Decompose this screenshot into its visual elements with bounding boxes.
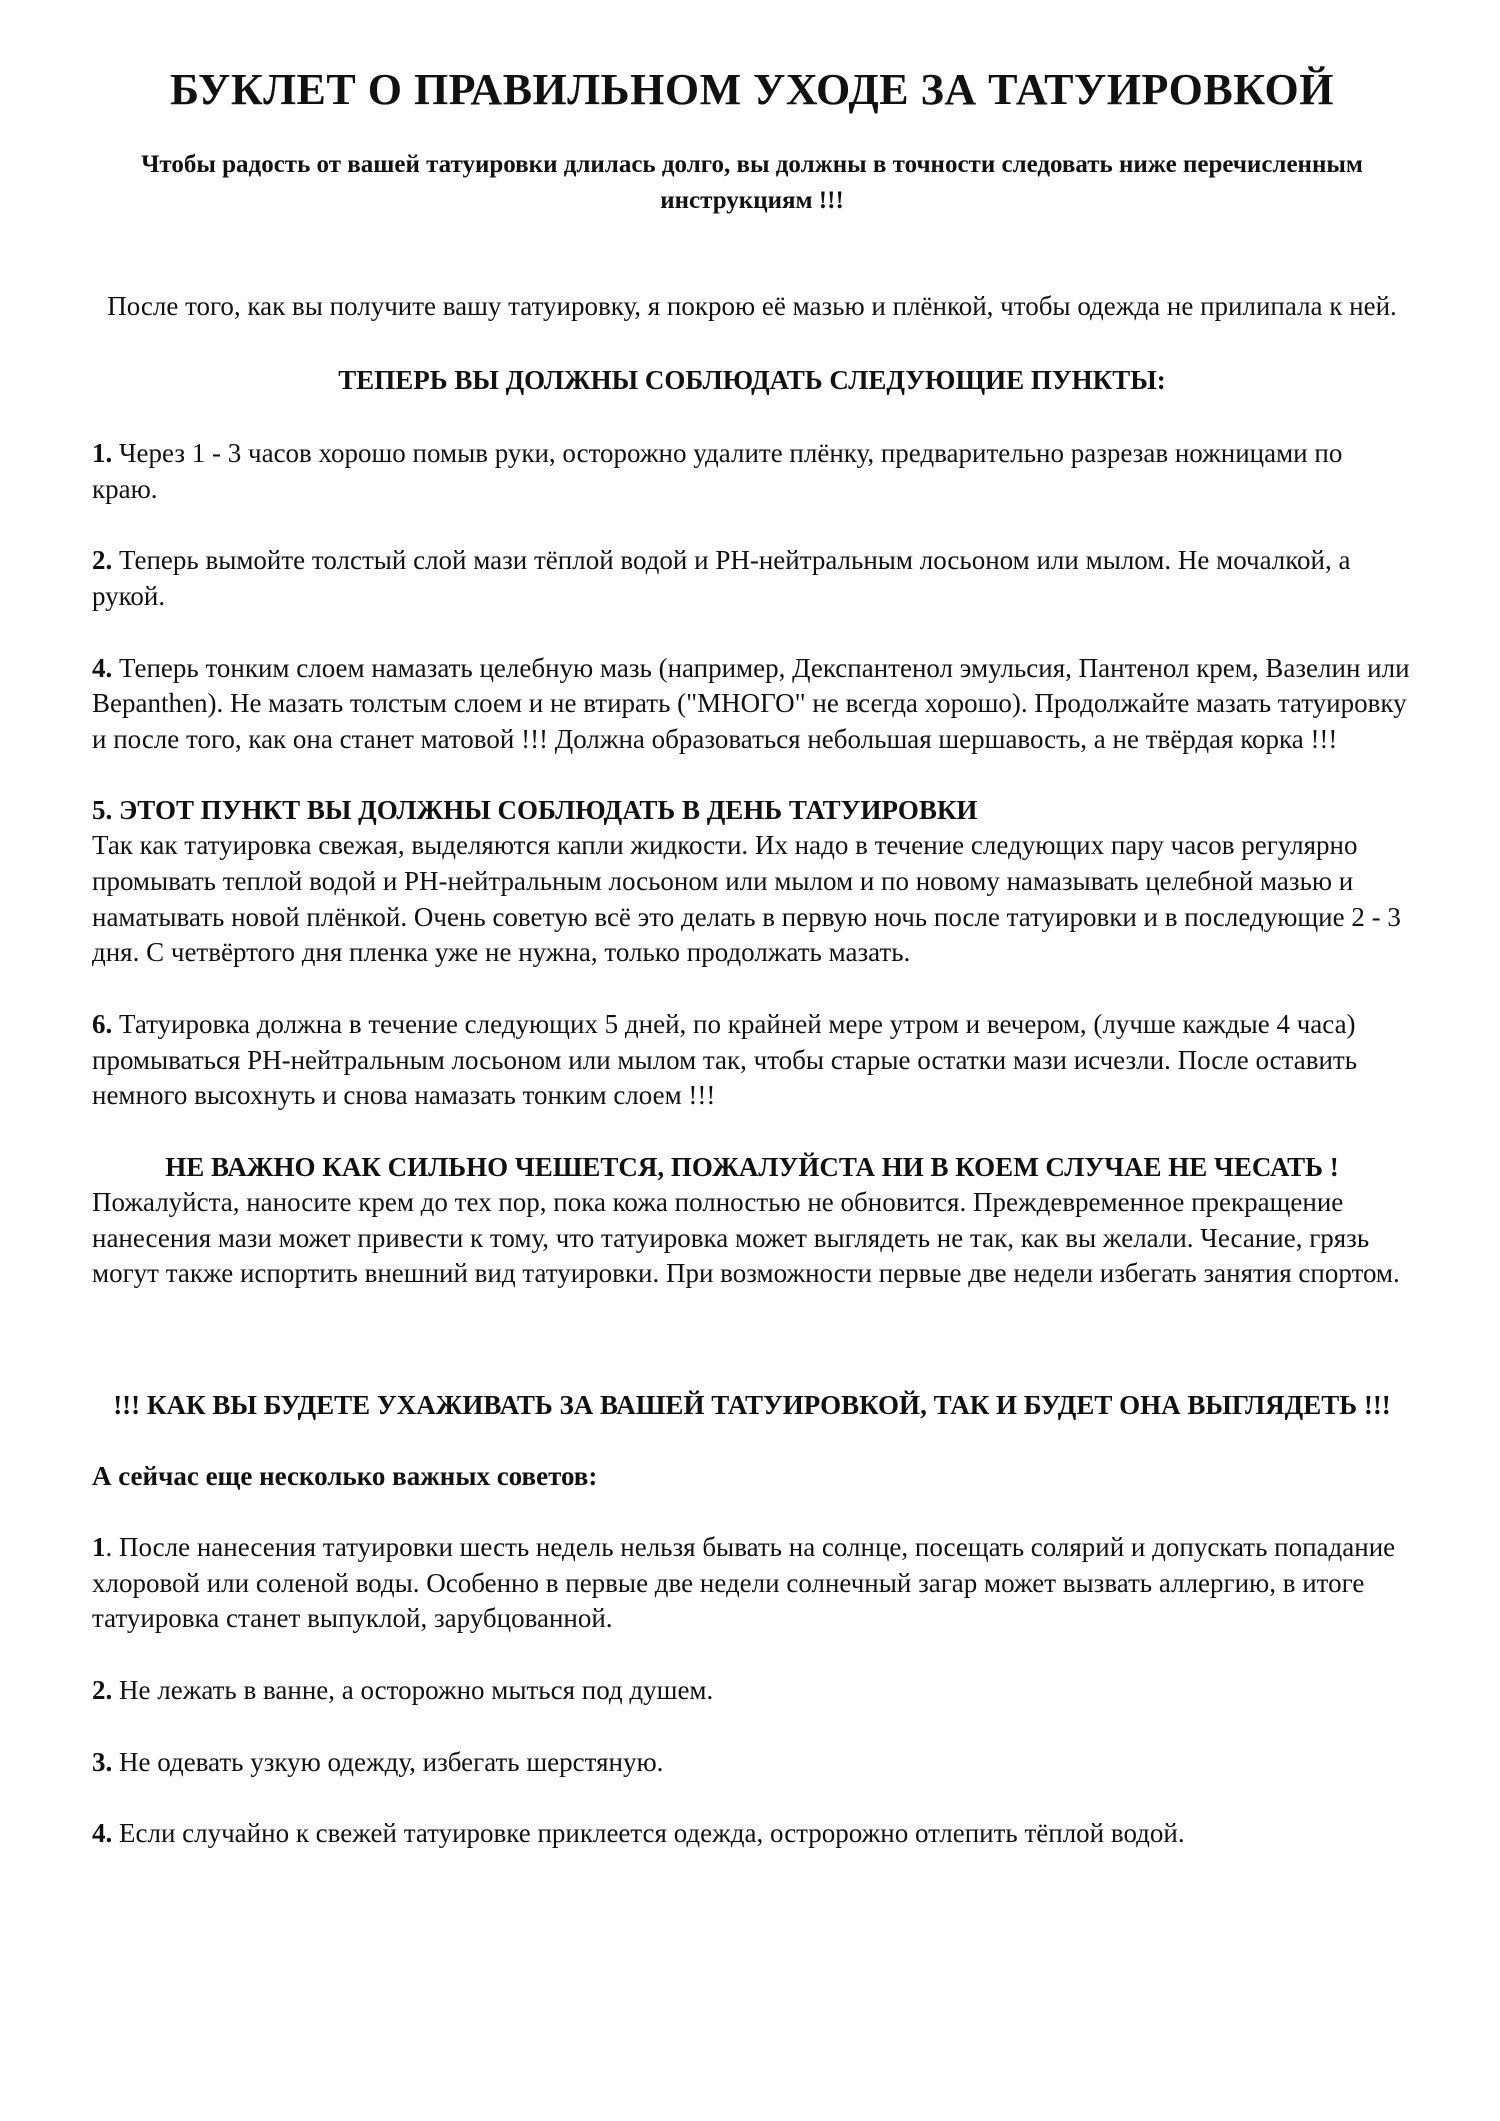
item-number: 6. [92,1008,113,1039]
item-5-block [92,793,1412,971]
tip-text: . После нанесения татуировки шесть недель нельзя бывать на солнце, посещать солярий и допускать попадание хлоровой или соленой воды. Особенно в первые две недели солнечный загар может вызвать аллергию, в итоге татуировка станет выпуклой, зарубцованной. [92,1532,1396,1634]
item-number: 4. [92,652,113,683]
item-text: Татуировка должна в течение следующих 5 дней, по крайней мере утром и вечером, (лучше каждые 4 часа) промываться PH-нейтральным лосьоном или мылом так, чтобы старые остатки мази исчезли. После оставить немного высохнуть и снова намазать тонким слоем !!! [92,1008,1358,1111]
section-heading: ТЕПЕРЬ ВЫ ДОЛЖНЫ СОБЛЮДАТЬ СЛЕДУЮЩИЕ ПУНКТЫ: [338,364,1166,395]
care-slogan: !!! КАК ВЫ БУДЕТЕ УХАЖИВАТЬ ЗА ВАШЕЙ ТАТУИРОВКОЙ, ТАК И БУДЕТ ОНА ВЫГЛЯДЕТЬ !!! [113,1389,1391,1420]
subtitle: Чтобы радость от вашей татуировки длилась долго, вы должны в точности следовать ниже перечисленным инструкциям !!! [141,150,1363,215]
tip-text: Если случайно к свежей татуировке приклеется одежда, остророжно отлепить тёплой водой. [112,1818,1185,1849]
tip-item [92,1530,1412,1637]
intro-paragraph: После того, как вы получите вашу татуировку, я покрою её мазью и плёнкой, чтобы одежда не прилипала к ней. [107,291,1397,322]
list-item [92,651,1412,758]
page-title: БУКЛЕТ О ПРАВИЛЬНОМ УХОДЕ ЗА ТАТУИРОВКОЙ [170,65,1334,114]
warning-heading: НЕ ВАЖНО КАК СИЛЬНО ЧЕШЕТСЯ, ПОЖАЛУЙСТА НИ В КОЕМ СЛУЧАЕ НЕ ЧЕСАТЬ ! [165,1151,1339,1182]
tip-item [92,1673,1412,1709]
warning-body: Пожалуйста, наносите крем до тех пор, пока кожа полностью не обновится. Преждевременное прекращение нанесения мази может привести к тому, что татуировка может выглядеть не так, как вы желали. Чесание, грязь могут также испортить внешний вид татуировки. При возможности первые две недели избегать занятия спортом. [92,1186,1400,1289]
tip-number: 4. [92,1818,113,1849]
item-text: Через 1 - 3 часов хорошо помыв руки, осторожно удалите плёнку, предварительно разрезав ножницами по краю. [92,438,1343,504]
item-text: Теперь тонким слоем намазать целебную мазь (например, Декспантенол эмульсия, Пантенол крем, Вазелин или Bepanthen). Не мазать толстым слоем и не втирать ("МНОГО" не всегда хорошо). Продолжайте мазать татуировку и после того, как она станет матовой !!! Должна образоваться небольшая шершавость, а не твёрдая корка !!! [92,652,1410,754]
tip-number: 3. [92,1746,113,1777]
tip-number: 2. [92,1674,113,1705]
warning-block [92,1150,1412,1292]
tip-number: 1 [92,1532,106,1563]
tip-item [92,1745,1412,1781]
list-item [92,1007,1412,1114]
tips-heading: А сейчас еще несколько важных советов: [92,1460,598,1491]
item-text: Теперь вымойте толстый слой мази тёплой водой и PH-нейтральным лосьоном или мылом. Не мочалкой, а рукой. [92,545,1351,611]
item-number: 2. [92,545,113,576]
list-item [92,436,1412,507]
tip-text: Не одевать узкую одежду, избегать шерстяную. [112,1746,664,1777]
item-5-heading: 5. ЭТОТ ПУНКТ ВЫ ДОЛЖНЫ СОБЛЮДАТЬ В ДЕНЬ ТАТУИРОВКИ [92,795,978,826]
list-item [92,543,1412,614]
item-5-body: Так как татуировка свежая, выделяются капли жидкости. Их надо в течение следующих пару часов регулярно промывать теплой водой и PH-нейтральным лосьоном или мылом и по новому намазывать целебной мазью и наматывать новой плёнкой. Очень советую всё это делать в первую ночь после татуировки и в последующие 2 - 3 дня. С четвёртого дня пленка уже не нужна, только продолжать мазать. [92,830,1401,968]
document-page [92,64,1412,1888]
tip-text: Не лежать в ванне, а осторожно мыться под душем. [112,1674,714,1705]
item-number: 1. [92,438,113,469]
tip-item [92,1816,1412,1852]
